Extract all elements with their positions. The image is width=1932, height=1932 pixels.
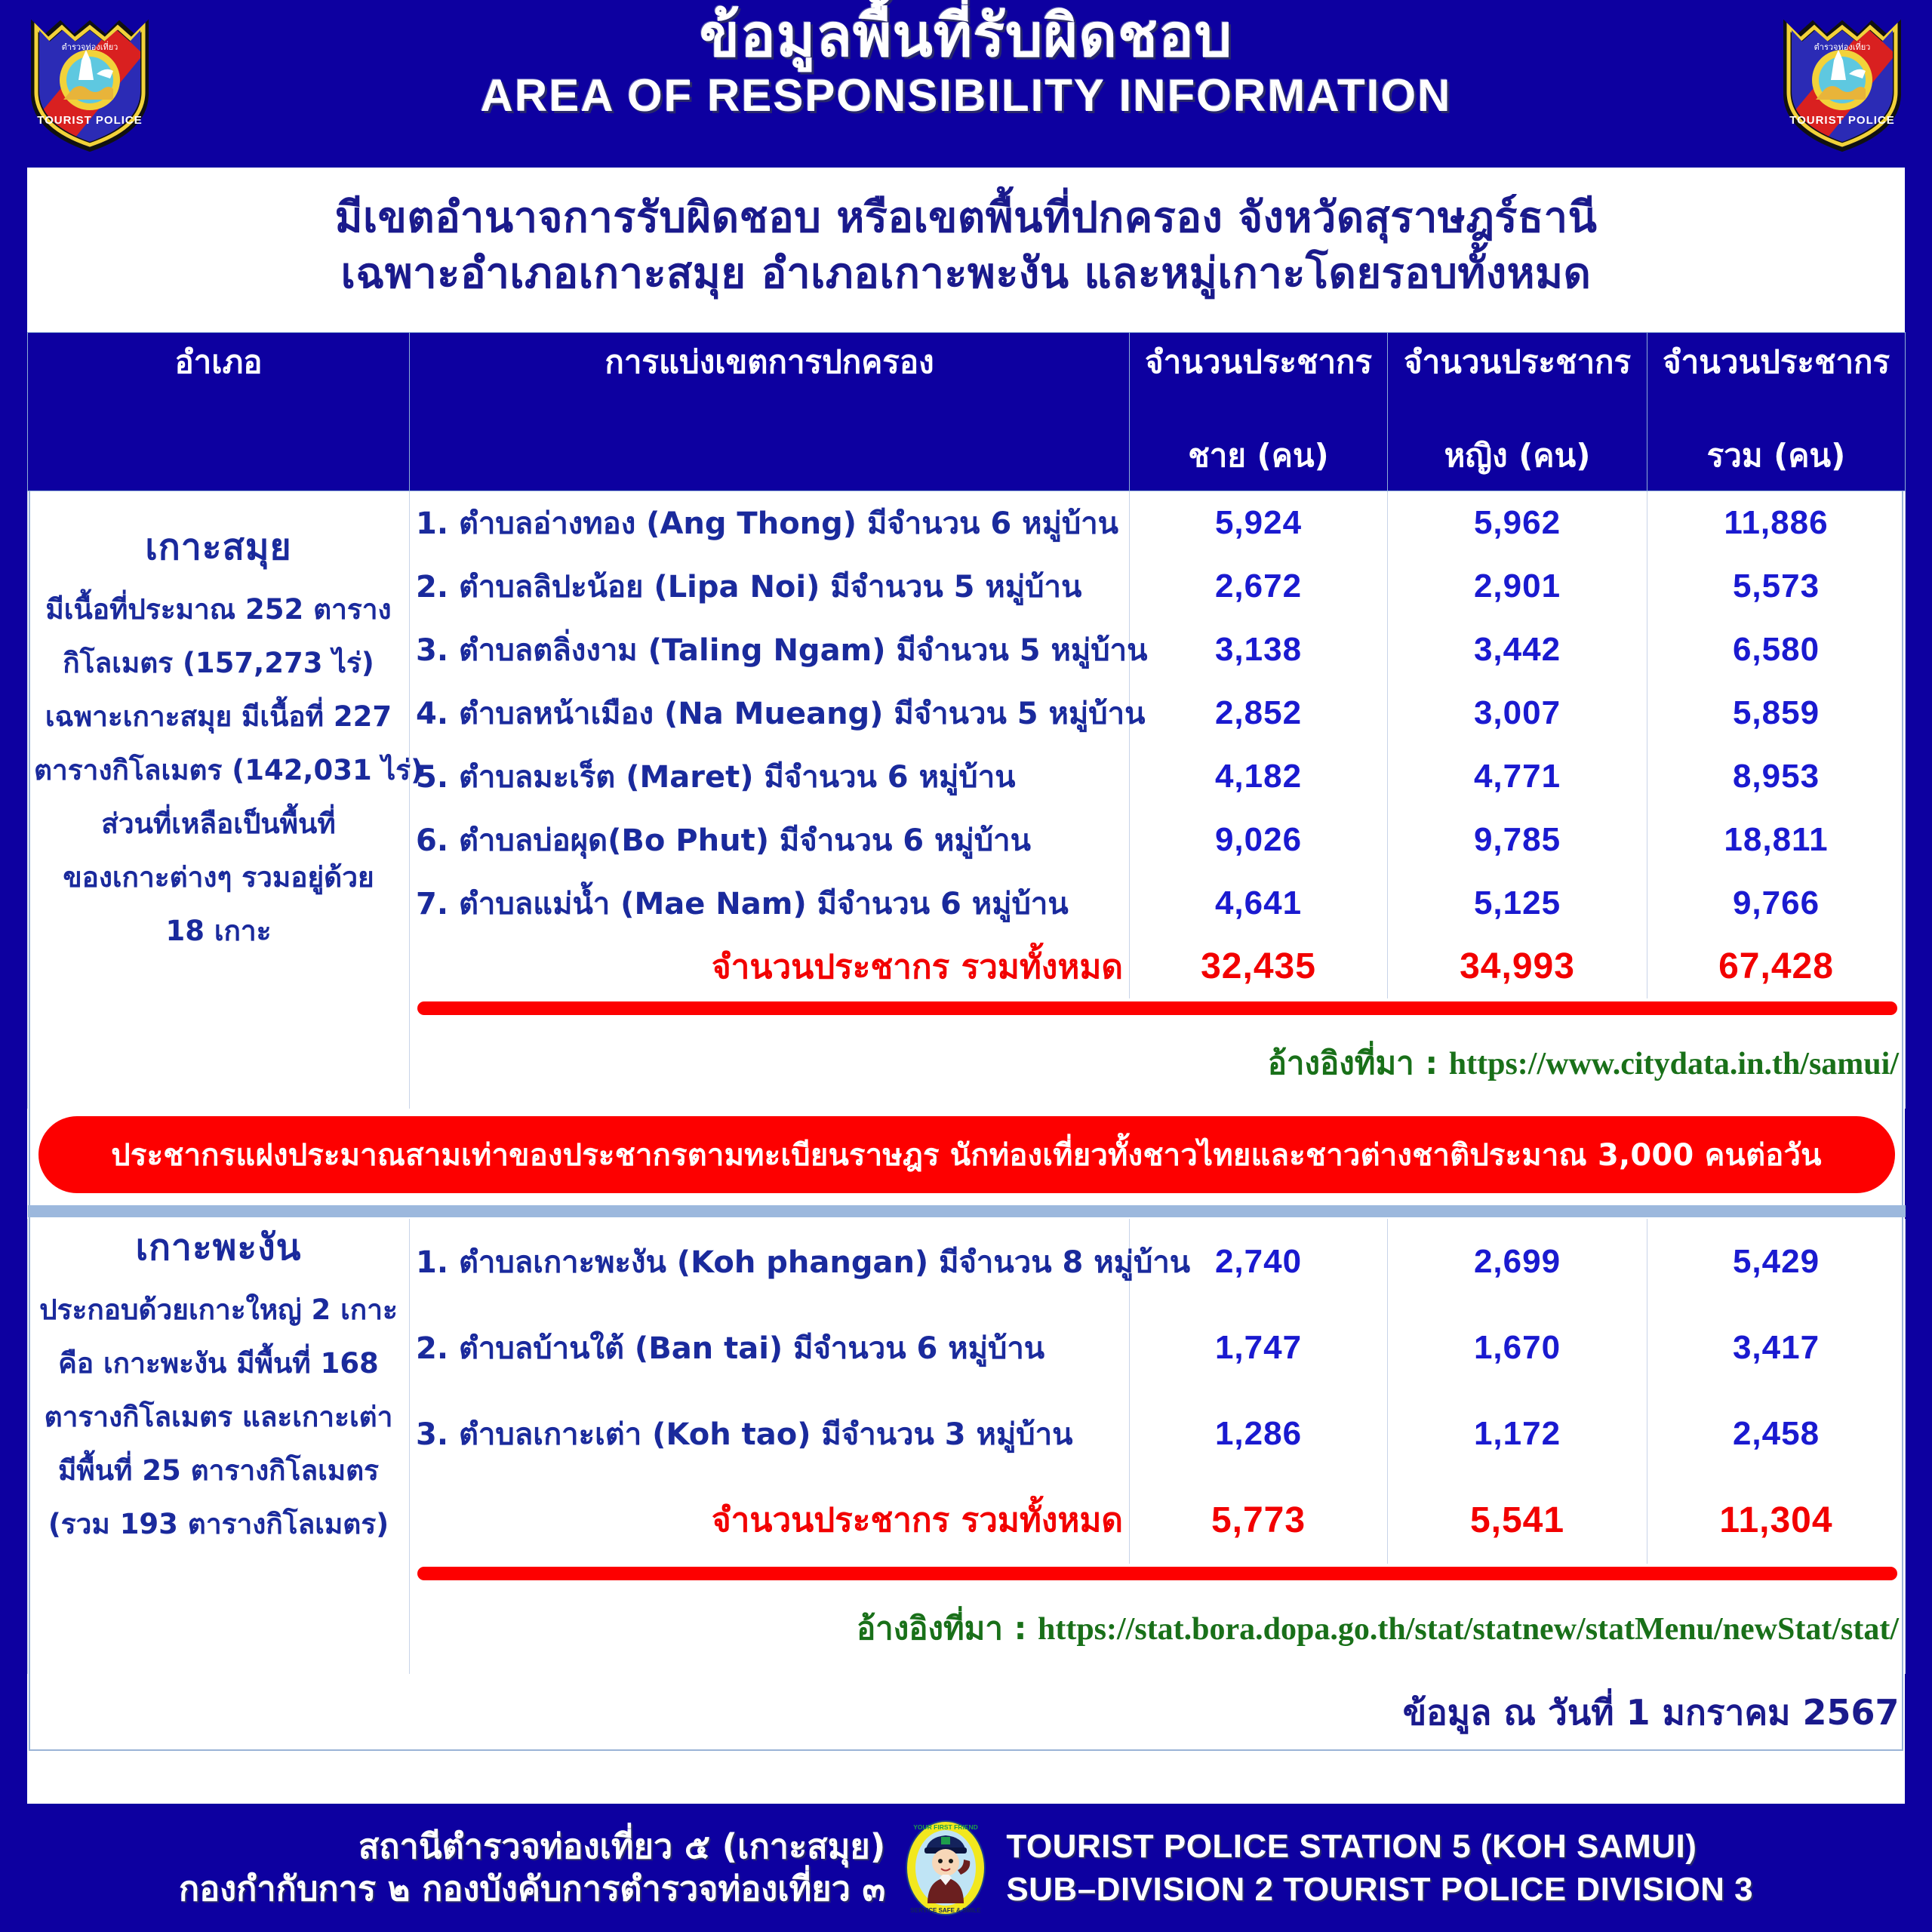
col-header-text: จำนวนประชากร (1144, 343, 1373, 380)
total-label: จำนวนประชากร รวมทั้งหมด (410, 1477, 1130, 1563)
subdivision-label: 3. ตำบลเกาะเต่า (Koh tao) มีจำนวน 3 หมู่บ้าน (410, 1391, 1130, 1477)
svg-text:TOURIST POLICE: TOURIST POLICE (1789, 114, 1895, 127)
footer-english-line-2: SUB–DIVISION 2 TOURIST POLICE DIVISION 3 (1006, 1871, 1754, 1908)
female-population-value: 9,785 (1388, 808, 1647, 872)
footer-banner (0, 1804, 1932, 1932)
district-info-line: เฉพาะเกาะสมุย มีเนื้อที่ 227 (45, 700, 392, 734)
district-name: เกาะสมุย (145, 526, 292, 569)
total-underline-row (28, 998, 1906, 1018)
subdivision-label: 1. ตำบลเกาะพะงัน (Koh phangan) มีจำนวน 8 หมู่บ้าน (410, 1219, 1130, 1305)
section-divider-row (28, 1204, 1906, 1219)
subdivision-label: 5. ตำบลมะเร็ต (Maret) มีจำนวน 6 หมู่บ้าน (410, 745, 1130, 808)
female-population-value: 2,901 (1388, 555, 1647, 618)
total-population-value: 5,859 (1647, 681, 1906, 745)
total-population-value: 18,811 (1647, 808, 1906, 872)
source-row-samui (28, 1018, 1906, 1109)
hidden-population-banner: ประชากรแฝงประมาณสามเท่าของประชากรตามทะเบียนราษฎร นักท่องเที่ยวทั้งชาวไทยและชาวต่างชาติประมาณ 3,000 คนต่อวัน (38, 1116, 1895, 1193)
footer-thai-line-2: กองกำกับการ ๒ กองบังคับการตำรวจท่องเที่ยว ๓ (178, 1869, 886, 1909)
column-header-district (28, 333, 410, 491)
female-population-value: 1,670 (1388, 1305, 1647, 1391)
spacer-cell (28, 998, 410, 1018)
total-population-value: 8,953 (1647, 745, 1906, 808)
col-header-text: อำเภอ (174, 343, 263, 380)
subtitle-line-2: เฉพาะอำเภอเกาะสมุย อำเภอเกาะพะงัน และหมู่เกาะโดยรอบทั้งหมด (340, 248, 1592, 298)
table-row (28, 1219, 1906, 1305)
source-reference-phangan (410, 1583, 1906, 1674)
area-responsibility-table (27, 332, 1906, 1752)
total-label: จำนวนประชากร รวมทั้งหมด (410, 935, 1130, 998)
source-row-phangan (28, 1583, 1906, 1674)
district-info-line: มีพื้นที่ 25 ตารางกิโลเมตร (57, 1454, 380, 1487)
col-header-text: จำนวนประชากร (1662, 343, 1890, 380)
male-population-value: 5,924 (1130, 491, 1388, 555)
police-officer-mascot-icon (900, 1819, 991, 1917)
spacer-cell (28, 1564, 410, 1583)
footer-english-line-1: TOURIST POLICE STATION 5 (KOH SAMUI) (1006, 1827, 1697, 1865)
total-female-value: 34,993 (1388, 935, 1647, 998)
table-header-row (28, 333, 1906, 491)
female-population-value: 5,125 (1388, 872, 1647, 935)
total-population-value: 5,573 (1647, 555, 1906, 618)
date-row (28, 1674, 1906, 1752)
subdivision-label: 2. ตำบลบ้านใต้ (Ban tai) มีจำนวน 6 หมู่บ้าน (410, 1305, 1130, 1391)
district-info-line: กิโลเมตร (157,273 ไร่) (63, 647, 374, 680)
red-underline-cell (410, 998, 1906, 1018)
district-info-samui (28, 491, 423, 998)
svg-text:YOUR FIRST FRIEND: YOUR FIRST FRIEND (913, 1823, 979, 1831)
male-population-value: 2,672 (1130, 555, 1388, 618)
banner-cell (28, 1109, 1906, 1204)
district-info-line: ส่วนที่เหลือเป็นพื้นที่ (101, 808, 336, 841)
male-population-value: 4,641 (1130, 872, 1388, 935)
total-overall-value: 11,304 (1647, 1477, 1906, 1563)
source-label: อ้างอิงที่มา : (856, 1609, 1027, 1647)
subtitle-block (27, 168, 1905, 302)
district-info-line: ประกอบด้วยเกาะใหญ่ 2 เกาะ (39, 1293, 398, 1326)
subdivision-label: 7. ตำบลแม่น้ำ (Mae Nam) มีจำนวน 6 หมู่บ้าน (410, 872, 1130, 935)
district-info-line: ของเกาะต่างๆ รวมอยู่ด้วย (63, 861, 374, 894)
source-label: อ้างอิงที่มา : (1267, 1044, 1438, 1081)
column-header-subdivision (410, 333, 1130, 491)
column-header-female-population (1388, 333, 1647, 491)
source-reference-samui (410, 1018, 1906, 1109)
spacer-cell (28, 1018, 410, 1109)
col-header-subtext: ชาย (คน) (1188, 437, 1329, 474)
column-header-total-population (1647, 333, 1906, 491)
source-url[interactable]: https://stat.bora.dopa.go.th/stat/statnew/statMenu/newStat/stat/ (1037, 1611, 1899, 1647)
district-name: เกาะพะงัน (135, 1226, 302, 1269)
total-population-value: 6,580 (1647, 618, 1906, 681)
female-population-value: 2,699 (1388, 1219, 1647, 1305)
male-population-value: 2,852 (1130, 681, 1388, 745)
spacer-cell (28, 1583, 410, 1674)
content-panel (27, 168, 1905, 1804)
male-population-value: 4,182 (1130, 745, 1388, 808)
female-population-value: 1,172 (1388, 1391, 1647, 1477)
col-header-subtext: หญิง (คน) (1444, 437, 1591, 474)
svg-text:SERVICE SAFE & SMILE: SERVICE SAFE & SMILE (910, 1907, 981, 1914)
total-population-value: 11,886 (1647, 491, 1906, 555)
district-info-line: ตารางกิโลเมตร (142,031 ไร่) (34, 754, 423, 787)
total-population-value: 9,766 (1647, 872, 1906, 935)
male-population-value: 1,286 (1130, 1391, 1388, 1477)
footer-thai-line-1: สถานีตำรวจท่องเที่ยว ๕ (เกาะสมุย) (358, 1826, 886, 1866)
subdivision-label: 4. ตำบลหน้าเมือง (Na Mueang) มีจำนวน 5 หมู่บ้าน (410, 681, 1130, 745)
total-population-value: 3,417 (1647, 1305, 1906, 1391)
header-title-group (0, 2, 1932, 121)
page-title-thai: ข้อมูลพื้นที่รับผิดชอบ (699, 2, 1233, 70)
section-divider (28, 1205, 1906, 1217)
subdivision-label: 1. ตำบลอ่างทอง (Ang Thong) มีจำนวน 6 หมู่บ้าน (410, 491, 1130, 555)
red-underline-cell (410, 1564, 1906, 1583)
svg-text:ตำรวจท่องเที่ยว: ตำรวจท่องเที่ยว (61, 42, 118, 52)
total-male-value: 32,435 (1130, 935, 1388, 998)
district-info-line: 18 เกาะ (165, 915, 272, 948)
header-banner (0, 0, 1932, 168)
svg-text:ตำรวจท่องเที่ยว: ตำรวจท่องเที่ยว (1814, 42, 1871, 52)
district-info-line: คือ เกาะพะงัน มีพื้นที่ 168 (58, 1346, 379, 1380)
subdivision-label: 2. ตำบลลิปะน้อย (Lipa Noi) มีจำนวน 5 หมู่บ้าน (410, 555, 1130, 618)
total-underline-row (28, 1564, 1906, 1583)
source-url[interactable]: https://www.citydata.in.th/samui/ (1448, 1046, 1899, 1081)
female-population-value: 3,007 (1388, 681, 1647, 745)
total-population-value: 5,429 (1647, 1219, 1906, 1305)
col-header-text: การแบ่งเขตการปกครอง (605, 343, 934, 380)
col-header-text: จำนวนประชากร (1403, 343, 1632, 380)
female-population-value: 3,442 (1388, 618, 1647, 681)
male-population-value: 9,026 (1130, 808, 1388, 872)
district-info-line: มีเนื้อที่ประมาณ 252 ตาราง (45, 593, 392, 626)
table-row (28, 491, 1906, 555)
female-population-value: 4,771 (1388, 745, 1647, 808)
male-population-value: 3,138 (1130, 618, 1388, 681)
district-info-line: (รวม 193 ตารางกิโลเมตร) (48, 1507, 389, 1540)
data-as-of-date: ข้อมูล ณ วันที่ 1 มกราคม 2567 (1402, 1692, 1900, 1733)
hidden-population-banner-row (28, 1109, 1906, 1204)
total-population-value: 2,458 (1647, 1391, 1906, 1477)
subdivision-label: 3. ตำบลตลิ่งงาม (Taling Ngam) มีจำนวน 5 หมู่บ้าน (410, 618, 1130, 681)
red-underline-bar (417, 1001, 1897, 1015)
total-overall-value: 67,428 (1647, 935, 1906, 998)
red-underline-bar (417, 1567, 1897, 1580)
col-header-subtext: รวม (คน) (1706, 437, 1846, 474)
male-population-value: 1,747 (1130, 1305, 1388, 1391)
total-female-value: 5,541 (1388, 1477, 1647, 1563)
svg-text:TOURIST POLICE: TOURIST POLICE (37, 114, 143, 127)
column-header-male-population (1130, 333, 1388, 491)
footer-thai-text (179, 1826, 885, 1911)
divider-cell (28, 1204, 1906, 1219)
district-info-phangan (28, 1219, 410, 1564)
district-info-line: ตารางกิโลเมตร และเกาะเต่า (44, 1400, 393, 1433)
page-title-english: AREA OF RESPONSIBILITY INFORMATION (480, 69, 1452, 121)
footer-english-text (1006, 1825, 1753, 1911)
male-population-value: 2,740 (1130, 1219, 1388, 1305)
subdivision-label: 6. ตำบลบ่อผุด(Bo Phut) มีจำนวน 6 หมู่บ้าน (410, 808, 1130, 872)
total-male-value: 5,773 (1130, 1477, 1388, 1563)
subtitle-line-1: มีเขตอำนาจการรับผิดชอบ หรือเขตพื้นที่ปกครอง จังหวัดสุราษฎร์ธานี (334, 193, 1598, 242)
female-population-value: 5,962 (1388, 491, 1647, 555)
tourist-police-shield-badge-icon (1775, 11, 1909, 154)
